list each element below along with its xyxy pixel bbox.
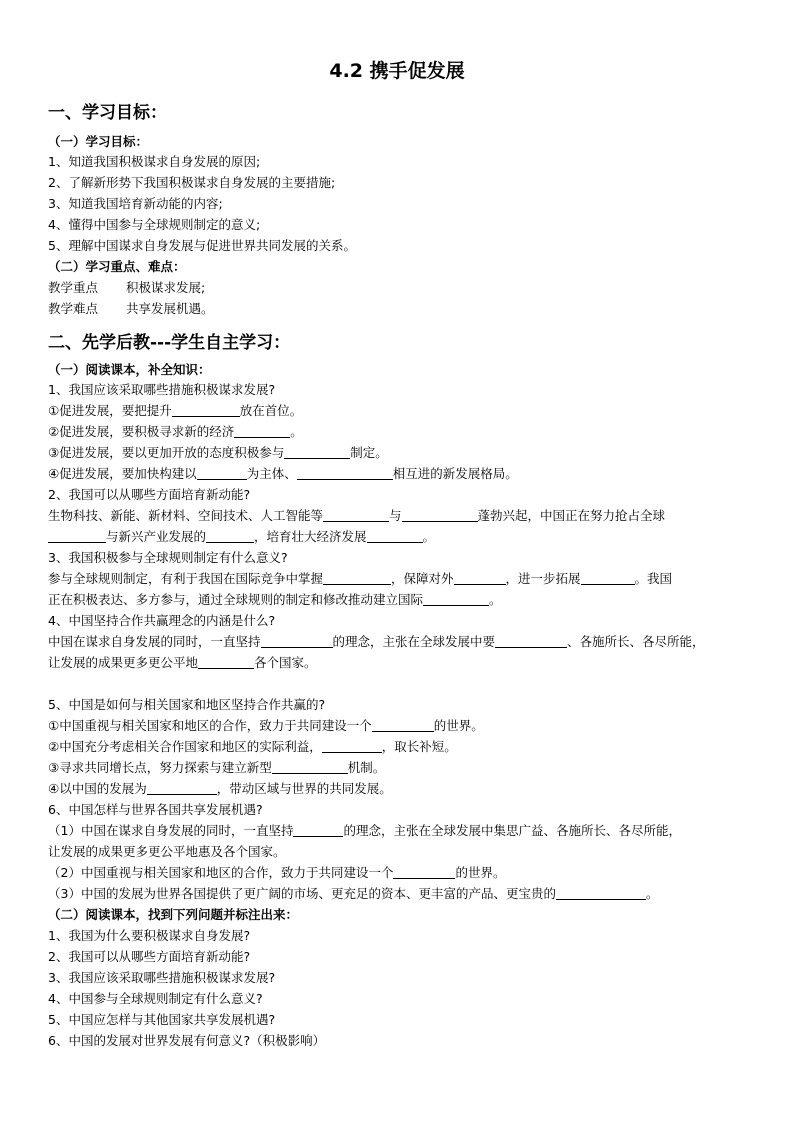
reading-subheading: （一）阅读课本，补全知识： xyxy=(48,362,211,377)
find-questions-subheading: （二）阅读课本，找到下列问题并标注出来： xyxy=(48,907,299,922)
line-text: ④促进发展，要加快构建以 xyxy=(48,466,197,481)
answer-blank[interactable] xyxy=(293,824,343,837)
line-text: 。我国 xyxy=(634,571,673,586)
line-text: ③寻求共同增长点，努力探索与建立新型 xyxy=(48,760,272,775)
line-text: ②中国充分考虑相关合作国家和地区的实际利益， xyxy=(48,739,322,754)
answer-blank[interactable] xyxy=(423,593,489,606)
line-text: （2）中国重视与相关国家和地区的合作，致力于共同建设一个 xyxy=(48,865,394,880)
fill-line xyxy=(48,403,302,419)
line-text: 与新兴产业发展的 xyxy=(106,529,207,544)
line-text: 。 xyxy=(489,592,502,607)
line-text: 让发展的成果更多更公平地 xyxy=(48,655,199,670)
answer-blank[interactable] xyxy=(172,404,240,417)
line-text: 正在积极表达、多方参与，通过全球规则的制定和修改推动建立国际 xyxy=(48,592,424,607)
fill-line xyxy=(48,718,484,734)
line-text: 的理念，主张在全球发展中要 xyxy=(332,634,496,649)
key-text: 积极谋求发展; xyxy=(126,280,206,295)
answer-blank[interactable] xyxy=(284,446,350,459)
question-4: 4、中国坚持合作共赢理念的内涵是什么? xyxy=(48,613,276,628)
line-text: 为主体、 xyxy=(246,466,297,481)
fill-line xyxy=(48,571,672,587)
list-item: 6、中国的发展对世界发展有何意义?（积极影响） xyxy=(48,1033,326,1048)
question-2: 2、我国可以从哪些方面培育新动能? xyxy=(48,487,251,502)
list-item: 1、我国为什么要积极谋求自身发展? xyxy=(48,928,251,943)
line-text: ，保障对外 xyxy=(391,571,454,586)
line-text: 放在首位。 xyxy=(239,403,303,418)
line-text: 制定。 xyxy=(350,445,388,460)
question-3: 3、我国积极参与全球规则制定有什么意义? xyxy=(48,550,288,565)
goal-item: 1、知道我国积极谋求自身发展的原因; xyxy=(48,154,261,169)
page-title: 4.2 携手促发展 xyxy=(329,60,465,82)
fill-line xyxy=(48,886,658,902)
line-text: 机制。 xyxy=(347,760,386,775)
line-text: ，带动区域与世界的共同发展。 xyxy=(216,781,392,796)
line-text: 中国在谋求自身发展的同时，一直坚持 xyxy=(48,634,261,649)
line-text: 。 xyxy=(645,886,659,901)
line-text: 。 xyxy=(422,529,436,544)
answer-blank[interactable] xyxy=(48,530,106,543)
line-text: 、各施所长、各尽所能， xyxy=(567,634,705,649)
answer-blank[interactable] xyxy=(206,530,254,543)
answer-blank[interactable] xyxy=(393,866,455,879)
answer-blank[interactable] xyxy=(297,467,393,480)
answer-blank[interactable] xyxy=(402,509,478,522)
fill-line xyxy=(48,823,681,839)
fill-line xyxy=(48,865,505,881)
goal-item: 4、懂得中国参与全球规则制定的意义; xyxy=(48,217,261,232)
question-1: 1、我国应该采取哪些措施积极谋求发展? xyxy=(48,382,276,397)
fill-line xyxy=(48,445,388,461)
fill-line xyxy=(48,781,392,797)
line-text: （1）中国在谋求自身发展的同时，一直坚持 xyxy=(48,823,294,838)
difficult-label: 教学难点 xyxy=(48,301,99,316)
question-6: 6、中国怎样与世界各国共享发展机遇? xyxy=(48,802,263,817)
answer-blank[interactable] xyxy=(495,635,567,648)
goal-item: 2、了解新形势下我国积极谋求自身发展的主要措施; xyxy=(48,175,336,190)
answer-blank[interactable] xyxy=(272,761,348,774)
line-text: 的世界。 xyxy=(455,865,506,880)
text-line: 让发展的成果更多更公平地惠及各个国家。 xyxy=(48,844,286,859)
fill-line xyxy=(48,529,435,545)
fill-line xyxy=(48,508,665,524)
difficult-point-row xyxy=(48,301,214,317)
fill-line xyxy=(48,655,317,671)
line-text: ，培育壮大经济发展 xyxy=(254,529,367,544)
list-item: 2、我国可以从哪些方面培育新动能? xyxy=(48,949,251,964)
answer-blank[interactable] xyxy=(197,467,247,480)
line-text: 的世界。 xyxy=(433,718,484,733)
section-2-heading: 二、先学后教---学生自主学习： xyxy=(48,333,291,353)
fill-line xyxy=(48,760,385,776)
line-text: 蓬勃兴起，中国正在努力抢占全球 xyxy=(477,508,666,523)
line-text: 与 xyxy=(389,508,402,523)
list-item: 3、我国应该采取哪些措施积极谋求发展? xyxy=(48,970,276,985)
line-text: 。 xyxy=(290,424,303,439)
key-point-row xyxy=(48,280,205,296)
answer-blank[interactable] xyxy=(556,887,646,900)
difficult-text: 共享发展机遇。 xyxy=(126,301,214,316)
goals-subheading: （一）学习目标： xyxy=(48,134,149,149)
question-5: 5、中国是如何与相关国家和地区坚持合作共赢的? xyxy=(48,697,326,712)
line-text: 各个国家。 xyxy=(254,655,317,670)
answer-blank[interactable] xyxy=(322,740,382,753)
line-text: 参与全球规则制定，有利于我国在国际竞争中掌握 xyxy=(48,571,324,586)
fill-line xyxy=(48,592,502,608)
answer-blank[interactable] xyxy=(581,572,635,585)
answer-blank[interactable] xyxy=(261,635,333,648)
answer-blank[interactable] xyxy=(372,719,434,732)
fill-line xyxy=(48,424,303,440)
line-text: 的理念，主张在全球发展中集思广益、各施所长、各尽所能， xyxy=(343,823,681,838)
answer-blank[interactable] xyxy=(323,572,391,585)
goal-item: 3、知道我国培育新动能的内容; xyxy=(48,196,223,211)
key-label: 教学重点 xyxy=(48,280,99,295)
fill-line xyxy=(48,466,518,482)
line-text: （3）中国的发展为世界各国提供了更广阔的市场、更充足的资本、更丰富的产品、更宝贵的 xyxy=(48,886,556,901)
list-item: 5、中国应怎样与其他国家共享发展机遇? xyxy=(48,1012,276,1027)
answer-blank[interactable] xyxy=(323,509,389,522)
line-text: ，取长补短。 xyxy=(381,739,457,754)
line-text: 相互进的新发展格局。 xyxy=(392,466,518,481)
line-text: ②促进发展，要积极寻求新的经济 xyxy=(48,424,235,439)
fill-line xyxy=(48,634,705,650)
line-text: ④以中国的发展为 xyxy=(48,781,147,796)
section-1-heading: 一、学习目标： xyxy=(48,103,167,123)
fill-line xyxy=(48,739,457,755)
answer-blank[interactable] xyxy=(234,425,290,438)
list-item: 4、中国参与全球规则制定有什么意义? xyxy=(48,991,263,1006)
key-points-subheading: （二）学习重点、难点： xyxy=(48,259,186,274)
answer-blank[interactable] xyxy=(147,782,217,795)
line-text: 生物科技、新能、新材料、空间技术、人工智能等 xyxy=(48,508,324,523)
line-text: ③促进发展，要以更加开放的态度积极参与 xyxy=(48,445,285,460)
answer-blank[interactable] xyxy=(367,530,423,543)
line-text: ①中国重视与相关国家和地区的合作，致力于共同建设一个 xyxy=(48,718,372,733)
line-text: ，进一步拓展 xyxy=(505,571,581,586)
answer-blank[interactable] xyxy=(198,656,254,669)
answer-blank[interactable] xyxy=(454,572,506,585)
line-text: ①促进发展，要把提升 xyxy=(48,403,172,418)
goal-item: 5、理解中国谋求自身发展与促进世界共同发展的关系。 xyxy=(48,238,356,253)
